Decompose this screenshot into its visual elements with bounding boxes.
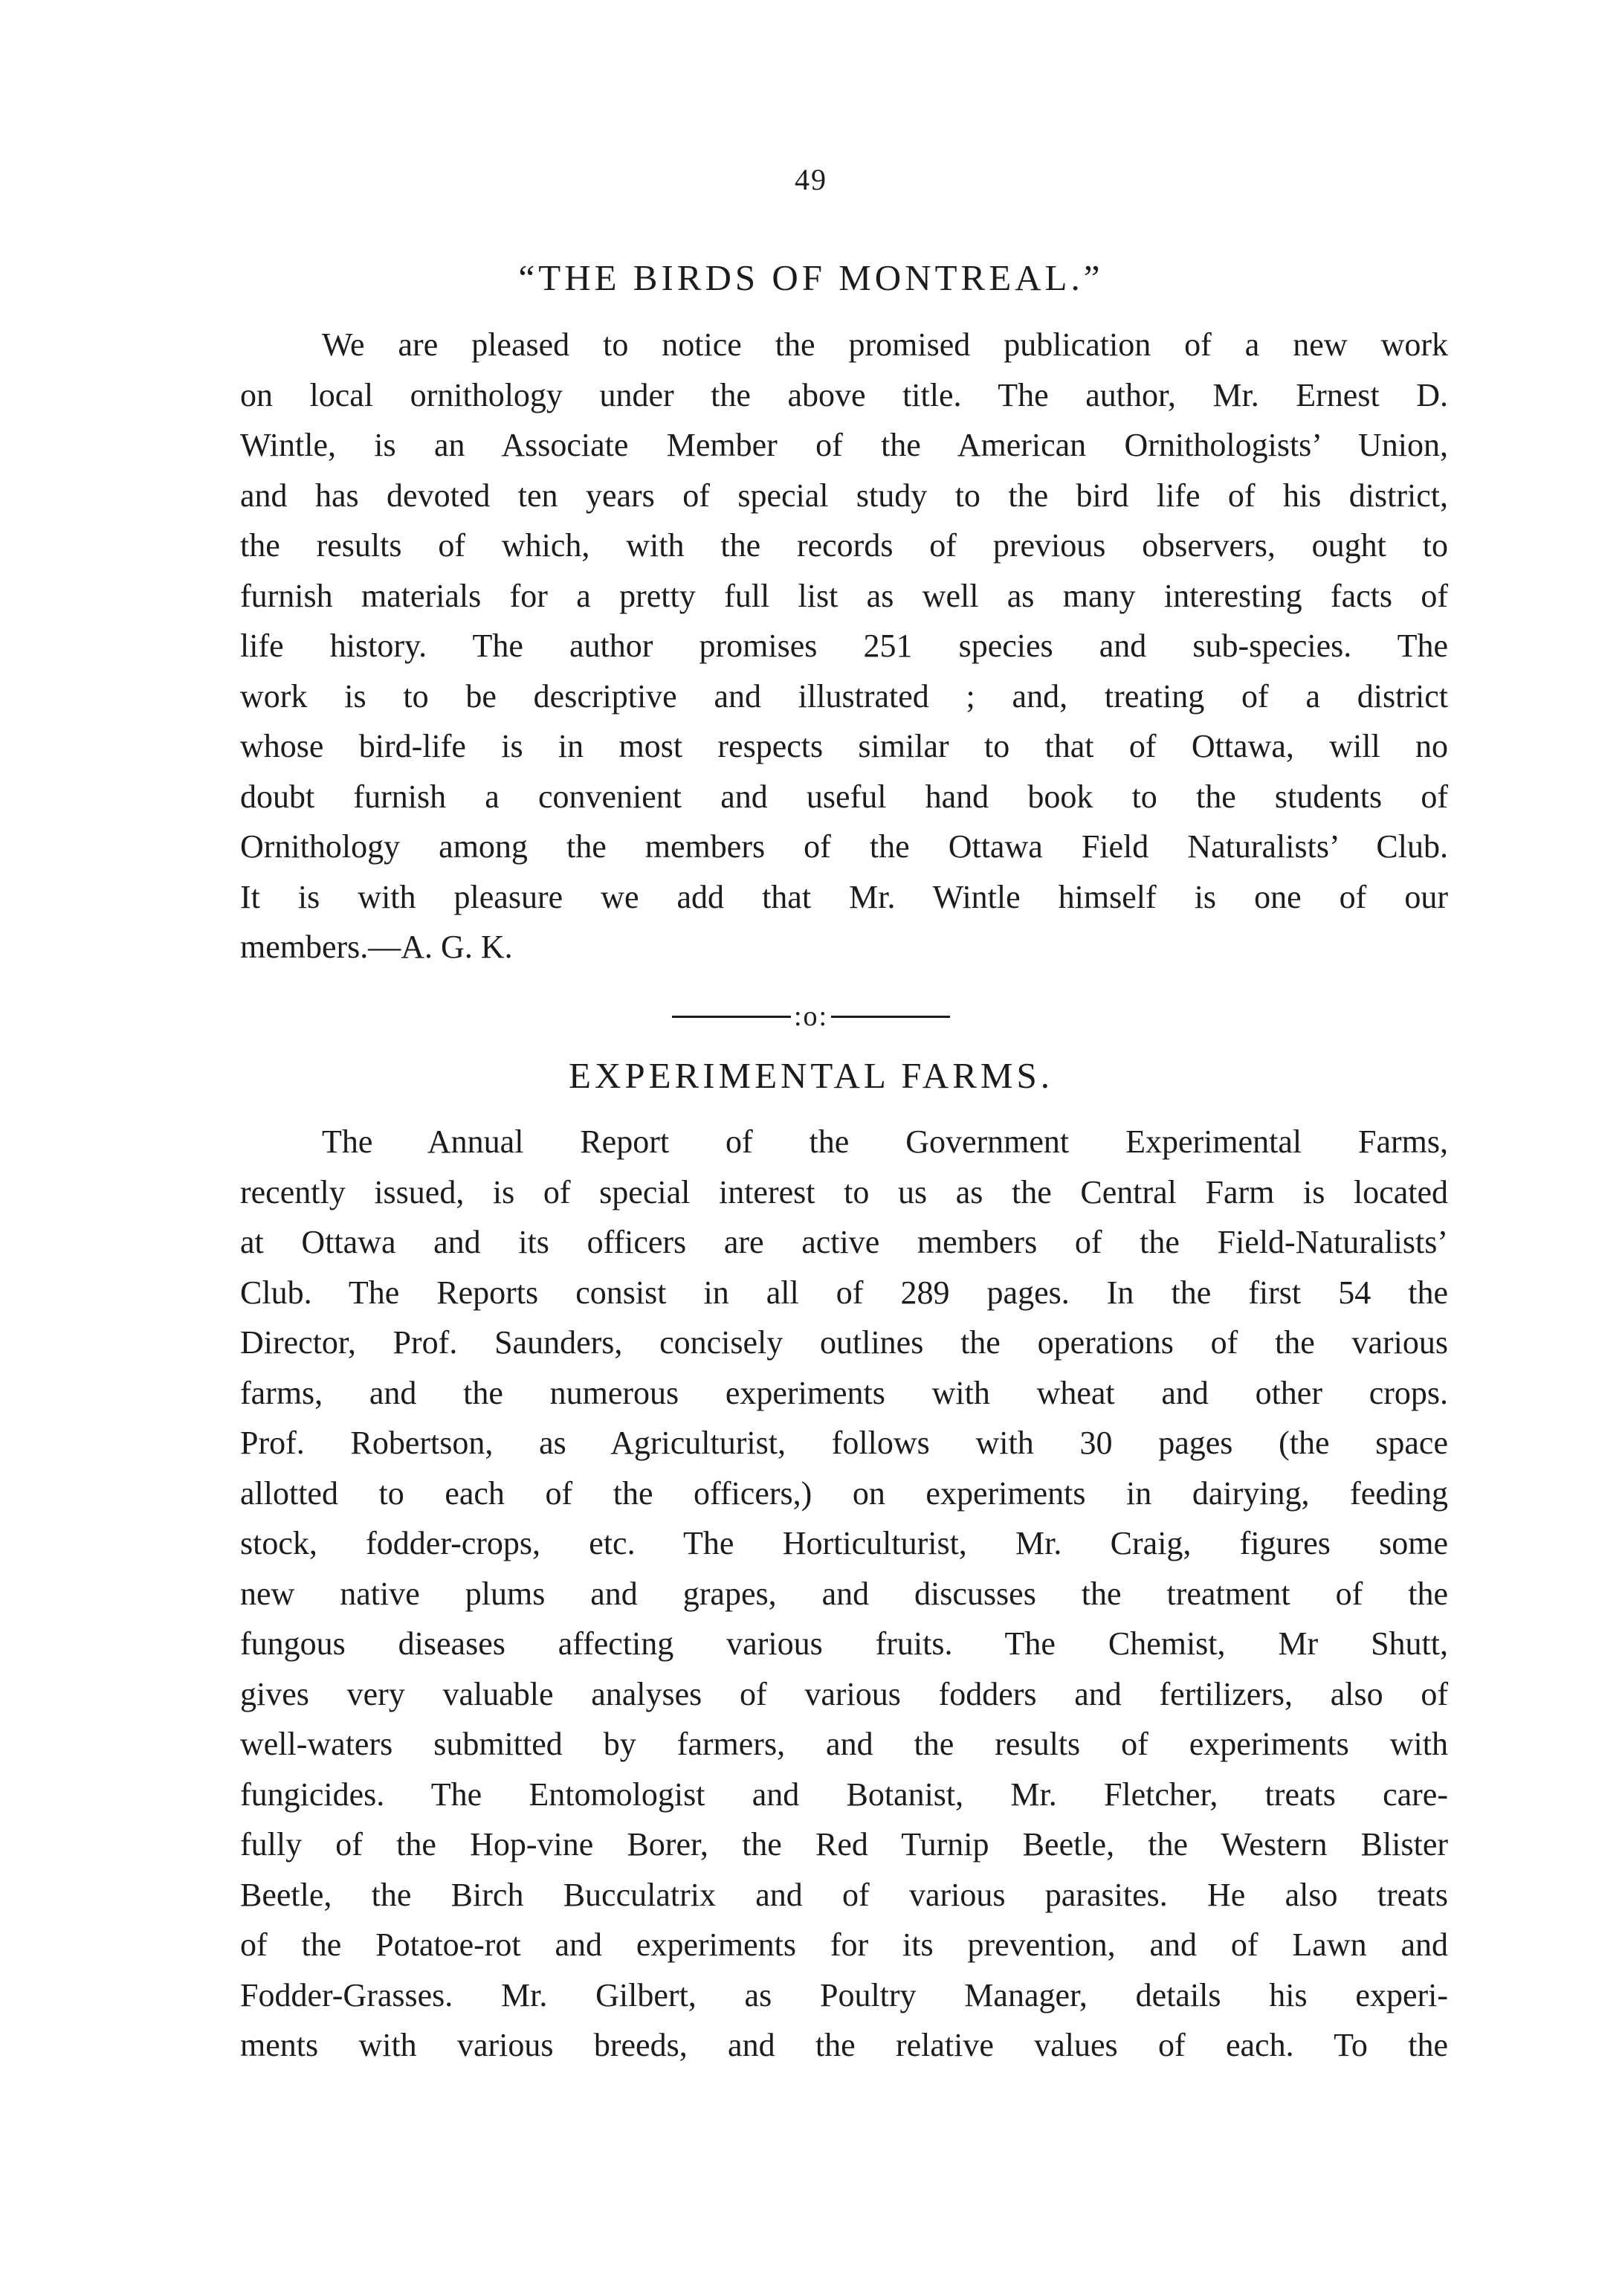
text-line: farms, and the numerous experiments with wheat and other crops.: [240, 1374, 1448, 1411]
text-line: well-waters submitted by farmers, and the results of experiments with: [240, 1726, 1448, 1762]
page-number: 49: [795, 163, 827, 196]
text-line: Fodder-Grasses. Mr. Gilbert, as Poultry Manager, details his experi-: [240, 1976, 1448, 2013]
text-line: new native plums and grapes, and discusses the treatment of the: [240, 1575, 1448, 1612]
text-line: We are pleased to notice the promised publication of a new work: [322, 326, 1448, 363]
text-line: The Annual Report of the Government Experimental Farms,: [322, 1123, 1448, 1160]
text-line: and has devoted ten years of special study to the bird life of his district,: [240, 477, 1448, 514]
text-line: ments with various breeds, and the relative values of each. To the: [240, 2027, 1448, 2063]
signature-line: members.—A. G. K.: [240, 929, 513, 965]
text-line: the results of which, with the records of previous observers, ought to: [240, 527, 1448, 564]
section-divider: [0, 1000, 1622, 1033]
divider-rule-right: [831, 1016, 950, 1018]
text-line: life history. The author promises 251 species and sub-species. The: [240, 628, 1448, 664]
text-line: fungicides. The Entomologist and Botanist, Mr. Fletcher, treats care-: [240, 1776, 1448, 1813]
text-line: Prof. Robertson, as Agriculturist, follows with 30 pages (the space: [240, 1425, 1448, 1461]
text-line: Ornithology among the members of the Ottawa Field Naturalists’ Club.: [240, 828, 1448, 865]
text-line: furnish materials for a pretty full list as well as many interesting facts of: [240, 577, 1448, 614]
text-line: whose bird-life is in most respects similar to that of Ottawa, will no: [240, 728, 1448, 764]
text-line: at Ottawa and its officers are active members of the Field-Naturalists’: [240, 1224, 1448, 1260]
text-line: of the Potatoe-rot and experiments for its prevention, and of Lawn and: [240, 1926, 1448, 1963]
text-line: Wintle, is an Associate Member of the American Ornithologists’ Union,: [240, 427, 1448, 463]
text-line: on local ornithology under the above title. The author, Mr. Ernest D.: [240, 376, 1448, 413]
text-line: It is with pleasure we add that Mr. Wintle himself is one of our: [240, 878, 1448, 915]
text-line: allotted to each of the officers,) on experiments in dairying, feeding: [240, 1474, 1448, 1512]
text-line: fully of the Hop-vine Borer, the Red Turnip Beetle, the Western Blister: [240, 1826, 1448, 1863]
text-line: stock, fodder-crops, etc. The Horticulturist, Mr. Craig, figures some: [240, 1525, 1448, 1561]
section-title-experimental-farms: EXPERIMENTAL FARMS.: [569, 1055, 1053, 1096]
text-line: Director, Prof. Saunders, concisely outlines the operations of the various: [240, 1324, 1448, 1361]
article-body-experimental-farms: [240, 1117, 1448, 2071]
divider-mark: :o:: [793, 1001, 829, 1032]
text-line: gives very valuable analyses of various fodders and fertilizers, also of: [240, 1675, 1448, 1712]
text-line: fungous diseases affecting various fruits. The Chemist, Mr Shutt,: [240, 1625, 1448, 1662]
divider-rule-left: [672, 1016, 791, 1018]
text-line: Beetle, the Birch Bucculatrix and of various parasites. He also treats: [240, 1876, 1448, 1913]
text-line: work is to be descriptive and illustrated ; and, treating of a district: [240, 677, 1448, 715]
article-body-birds-of-montreal: [240, 320, 1448, 973]
text-line: Club. The Reports consist in all of 289 pages. In the first 54 the: [240, 1274, 1448, 1311]
text-line: recently issued, is of special interest to us as the Central Farm is located: [240, 1173, 1448, 1210]
section-title-birds-of-montreal: “THE BIRDS OF MONTREAL.”: [518, 257, 1104, 298]
text-line: doubt furnish a convenient and useful hand book to the students of: [240, 778, 1448, 815]
